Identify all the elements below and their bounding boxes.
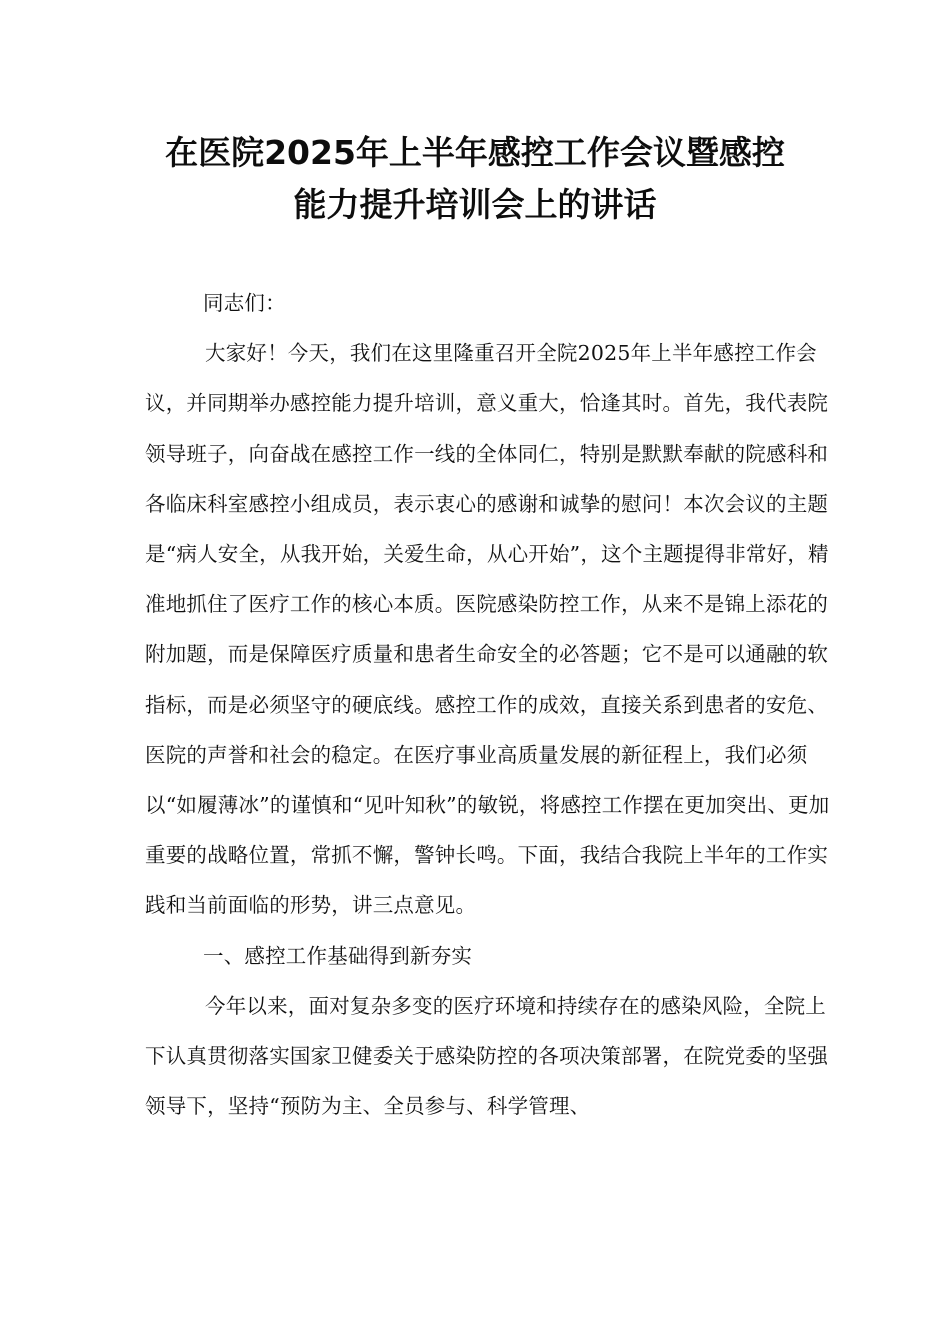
section-paragraph: 今年以来，面对复杂多变的医疗环境和持续存在的感染风险，全院上下认真贯彻落实国家卫健委关于感染防控的各项决策部署，在院党委的坚强领导下，坚持“预防为主、全员参与、科学管理、	[145, 993, 829, 1119]
opening-paragraph: 大家好！今天，我们在这里隆重召开全院2025年上半年感控工作会议，并同期举办感控能力提升培训，意义重大，恰逢其时。首先，我代表院领导班子，向奋战在感控工作一线的全体同仁，特别是默默奉献的院感科和各临床科室感控小组成员，表示衷心的感谢和诚挚的慰问！本次会议的主题是“病人安全，从我开始，关爱生命，从心开始”，这个主题提得非常好，精准地抓住了医疗工作的核心本质。医院感染防控工作，从来不是锦上添花的附加题，而是保障医疗质量和患者生命安全的必答题；它不是可以通融的软指标，而是必须坚守的硬底线。感控工作的成效，直接关系到患者的安危、医院的声誉和社会的稳定。在医疗事业高质量发展的新征程上，我们必须以“如履薄冰”的谨慎和“见叶知秋”的敏锐，将感控工作摆在更加突出、更加重要的战略位置，常抓不懈，警钟长鸣。下面，我结合我院上半年的工作实践和当前面临的形势，讲三点意见。	[145, 341, 830, 918]
document-title-line-1: 在医院2025年上半年感控工作会议暨感控	[165, 133, 785, 172]
section-heading: 一、感控工作基础得到新夯实	[203, 943, 473, 968]
salutation: 同志们：	[203, 291, 286, 315]
document-title-line-2: 能力提升培训会上的讲话	[293, 185, 657, 224]
document-body	[145, 278, 830, 1131]
